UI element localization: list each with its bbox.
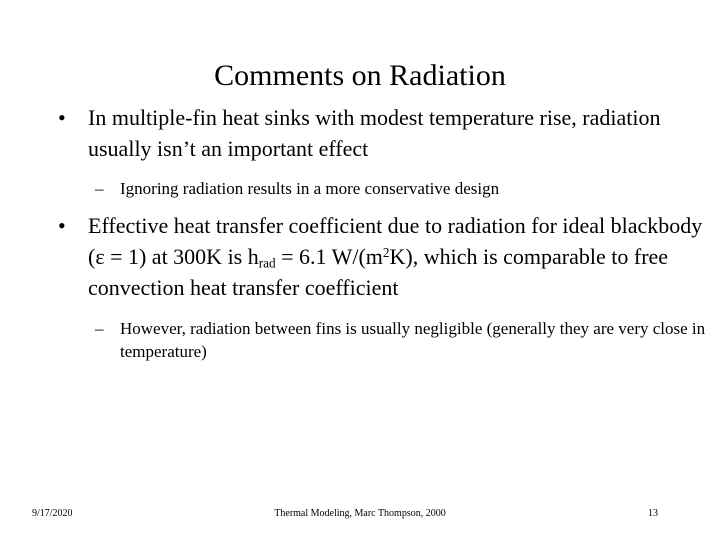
- slide-content: [58, 102, 708, 363]
- bullet-2-text-mid: = 6.1 W/(m: [275, 244, 383, 269]
- m-superscript: 2: [382, 244, 390, 260]
- sub-bullet-2-text: However, radiation between fins is usually negligible (generally they are very close in temperature): [120, 319, 706, 361]
- slide-title: Comments on Radiation: [214, 59, 506, 92]
- sub-bullet-2: [58, 317, 708, 363]
- footer-date: 9/17/2020: [32, 508, 73, 519]
- footer-page-number: 13: [648, 508, 658, 519]
- bullet-2-text-before: Effective heat transfer coefficient due to radiation for ideal blackbody (ε = 1) at 300K is h: [88, 213, 703, 269]
- sub-bullet-1-text: Ignoring radiation results in a more conservative design: [120, 179, 500, 198]
- bullet-2: [58, 210, 708, 303]
- bullet-1-text: In multiple-fin heat sinks with modest temperature rise, radiation usually isn’t an important effect: [88, 105, 661, 161]
- bullet-2-text-after: K), which is comparable to free convection heat transfer coefficient: [88, 244, 669, 300]
- h-subscript: rad: [258, 255, 276, 271]
- bullet-mark: •: [58, 213, 66, 238]
- bullet-mark: •: [58, 105, 66, 130]
- sub-bullet-mark: –: [95, 319, 104, 338]
- bullet-2-text: [88, 213, 702, 300]
- bullet-1: [58, 102, 708, 164]
- footer-center: Thermal Modeling, Marc Thompson, 2000: [274, 508, 446, 519]
- sub-bullet-1: [58, 177, 708, 200]
- sub-bullet-mark: –: [95, 179, 104, 198]
